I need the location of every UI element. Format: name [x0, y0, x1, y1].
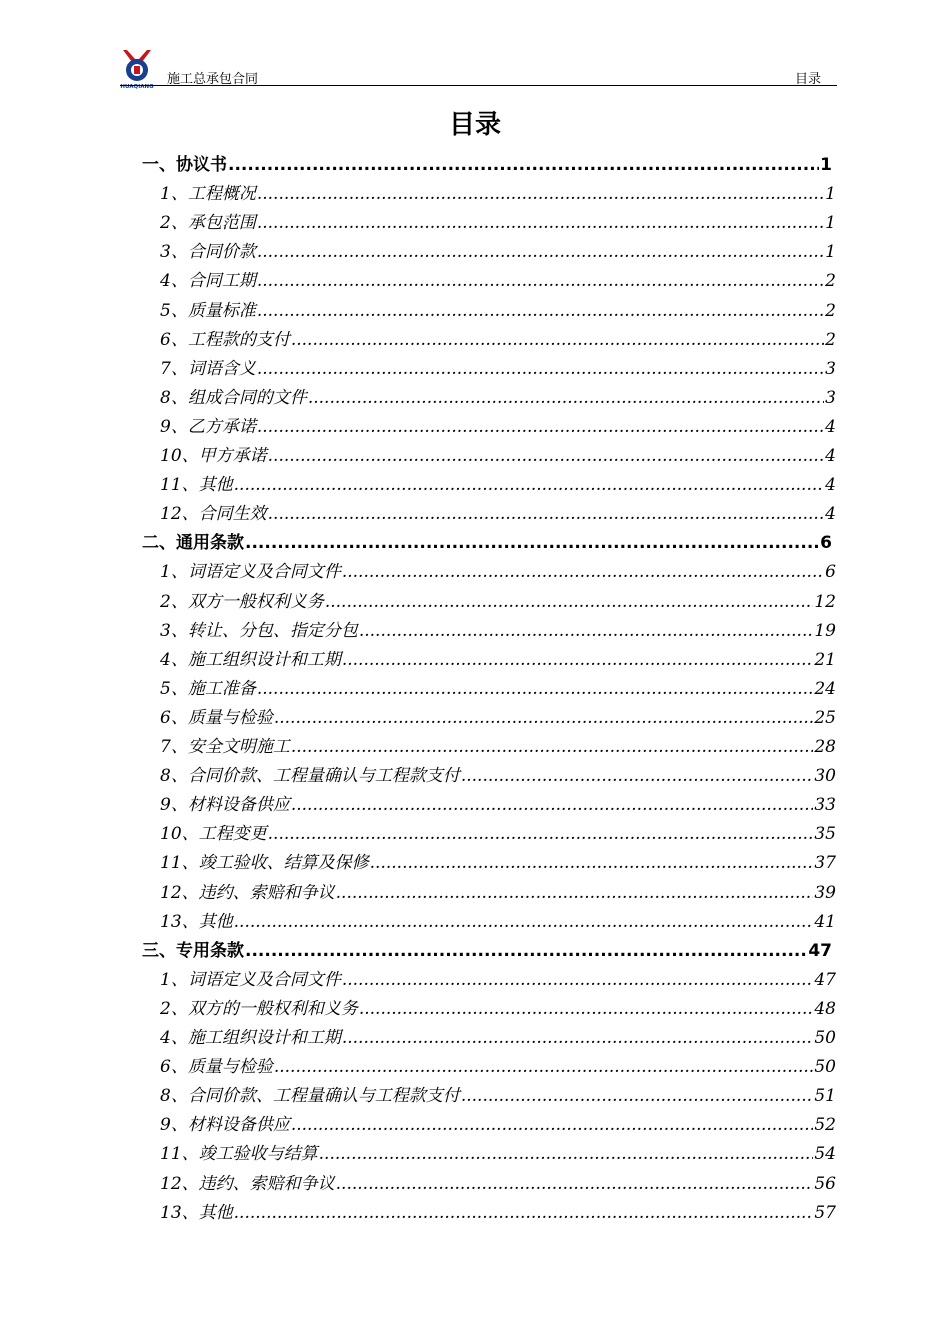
toc-leader-dots — [291, 1115, 814, 1135]
toc-entry-label: 2、双方一般权利义务 — [160, 591, 324, 612]
toc-entry-label: 9、乙方承诺 — [160, 416, 256, 437]
toc-entry-label: 12、合同生效 — [160, 504, 267, 525]
toc-page-number: 24 — [814, 678, 836, 699]
toc-page-number: 39 — [814, 882, 836, 903]
toc-entry-label: 3、合同价款 — [160, 242, 256, 263]
toc-item-entry[interactable] — [160, 878, 836, 903]
toc-entry-label: 13、其他 — [160, 1202, 233, 1223]
toc-item-entry[interactable] — [160, 1110, 836, 1135]
toc-leader-dots — [268, 446, 825, 466]
toc-entry-label: 二、通用条款 — [142, 533, 244, 554]
toc-item-entry[interactable] — [160, 1198, 836, 1223]
toc-page-number: 1 — [820, 155, 832, 175]
toc-page-number: 4 — [825, 416, 836, 437]
toc-entry-label: 5、施工准备 — [160, 678, 256, 699]
toc-entry-label: 11、其他 — [160, 475, 233, 496]
toc-page-number: 6 — [820, 533, 832, 554]
toc-page-number: 28 — [814, 737, 836, 757]
toc-leader-dots — [336, 1174, 814, 1194]
toc-page-number: 3 — [825, 387, 836, 408]
toc-section-entry[interactable] — [142, 528, 832, 553]
toc-item-entry[interactable] — [160, 499, 836, 524]
toc-leader-dots — [234, 1203, 814, 1223]
toc-entry-label: 4、合同工期 — [160, 271, 256, 292]
toc-item-entry[interactable] — [160, 266, 836, 291]
toc-page-number: 51 — [814, 1086, 836, 1107]
toc-section-entry[interactable] — [142, 936, 832, 961]
toc-entry-label: 4、施工组织设计和工期 — [160, 649, 341, 670]
toc-leader-dots — [291, 795, 814, 815]
toc-entry-label: 7、安全文明施工 — [160, 737, 290, 757]
toc-item-entry[interactable] — [160, 994, 836, 1019]
toc-item-entry[interactable] — [160, 208, 836, 233]
toc-leader-dots — [257, 359, 824, 379]
toc-item-entry[interactable] — [160, 703, 836, 728]
toc-item-entry[interactable] — [160, 819, 836, 844]
toc-page-number: 1 — [825, 242, 836, 263]
toc-entry-label: 7、词语含义 — [160, 358, 256, 379]
toc-item-entry[interactable] — [160, 848, 836, 873]
toc-page-number: 4 — [825, 475, 836, 496]
toc-leader-dots — [257, 184, 824, 204]
toc-leader-dots — [245, 941, 807, 961]
toc-leader-dots — [257, 242, 824, 262]
toc-leader-dots — [325, 592, 814, 612]
toc-page-number: 50 — [814, 1028, 836, 1048]
toc-leader-dots — [336, 883, 814, 903]
toc-item-entry[interactable] — [160, 1052, 836, 1077]
toc-leader-dots — [359, 999, 814, 1019]
toc-leader-dots — [342, 562, 824, 582]
toc-leader-dots — [291, 330, 824, 350]
toc-entry-label: 1、词语定义及合同文件 — [160, 562, 341, 583]
toc-page-number: 2 — [825, 300, 836, 321]
toc-entry-label: 5、质量标准 — [160, 300, 256, 321]
toc-page-number: 2 — [825, 329, 836, 350]
logo-text: HUAQIANG — [120, 84, 154, 90]
toc-page-number: 3 — [825, 358, 836, 379]
toc-leader-dots — [234, 475, 825, 495]
toc-item-entry[interactable] — [160, 557, 836, 582]
toc-item-entry[interactable] — [160, 1139, 836, 1164]
toc-leader-dots — [319, 1144, 814, 1164]
toc-entry-label: 三、专用条款 — [142, 940, 244, 961]
toc-entry-label: 9、材料设备供应 — [160, 1115, 290, 1136]
toc-leader-dots — [359, 621, 814, 641]
toc-page-number: 37 — [814, 853, 836, 874]
toc-leader-dots — [342, 970, 814, 990]
toc-leader-dots — [274, 708, 814, 728]
toc-item-entry[interactable] — [160, 354, 836, 379]
toc-page-number: 54 — [814, 1144, 836, 1165]
page-title: 目录 — [448, 110, 501, 140]
toc-page-number: 41 — [814, 911, 836, 932]
toc-page-number: 12 — [814, 591, 836, 612]
toc-page-number: 50 — [814, 1057, 836, 1078]
toc-item-entry[interactable] — [160, 237, 836, 262]
toc-item-entry[interactable] — [160, 761, 836, 786]
toc-item-entry[interactable] — [160, 645, 836, 670]
toc-entry-label: 8、合同价款、工程量确认与工程款支付 — [160, 1086, 460, 1107]
toc-leader-dots — [461, 1086, 814, 1106]
toc-item-entry[interactable] — [160, 587, 836, 612]
toc-item-entry[interactable] — [160, 732, 836, 757]
toc-page-number: 57 — [814, 1202, 836, 1223]
toc-entry-label: 6、质量与检验 — [160, 707, 273, 728]
toc-leader-dots — [342, 1028, 814, 1048]
toc-entry-label: 11、竣工验收、结算及保修 — [160, 853, 369, 874]
toc-item-entry[interactable] — [160, 441, 836, 466]
toc-entry-label: 8、合同价款、工程量确认与工程款支付 — [160, 766, 460, 787]
toc-page-number: 1 — [825, 184, 836, 205]
toc-entry-label: 6、质量与检验 — [160, 1057, 273, 1078]
toc-item-entry[interactable] — [160, 674, 836, 699]
toc-page-number: 47 — [808, 940, 832, 961]
toc-entry-label: 12、违约、索赔和争议 — [160, 882, 335, 903]
toc-leader-dots — [257, 417, 824, 437]
toc-page-number: 21 — [814, 649, 836, 670]
toc-leader-dots — [268, 504, 825, 524]
toc-leader-dots — [257, 679, 814, 699]
toc-item-entry[interactable] — [160, 616, 836, 641]
toc-page-number: 56 — [814, 1173, 836, 1194]
toc-entry-label: 2、承包范围 — [160, 213, 256, 234]
toc-entry-label: 2、双方的一般权利和义务 — [160, 998, 358, 1019]
toc-page-number: 48 — [814, 998, 836, 1019]
toc-page-number: 1 — [825, 213, 836, 234]
toc-leader-dots — [234, 912, 814, 932]
toc-leader-dots — [291, 737, 814, 757]
toc-entry-label: 11、竣工验收与结算 — [160, 1144, 318, 1165]
toc-page-number: 2 — [825, 271, 836, 292]
toc-item-entry[interactable] — [160, 470, 836, 495]
toc-section-entry[interactable] — [142, 150, 832, 175]
toc-entry-label: 9、材料设备供应 — [160, 795, 290, 816]
toc-leader-dots — [308, 388, 824, 408]
toc-entry-label: 一、协议书 — [142, 155, 227, 175]
toc-item-entry[interactable] — [160, 325, 836, 350]
toc-entry-label: 3、转让、分包、指定分包 — [160, 620, 358, 641]
toc-entry-label: 8、组成合同的文件 — [160, 387, 307, 408]
toc-leader-dots — [342, 650, 814, 670]
toc-page-number: 30 — [814, 766, 836, 787]
toc-page-number: 4 — [825, 504, 836, 525]
toc-leader-dots — [228, 155, 819, 175]
toc-item-entry[interactable] — [160, 412, 836, 437]
toc-page-number: 52 — [814, 1115, 836, 1136]
toc-item-entry[interactable] — [160, 1169, 836, 1194]
toc-page-number: 6 — [825, 562, 836, 583]
toc-page-number: 35 — [814, 824, 836, 845]
toc-leader-dots — [257, 213, 824, 233]
toc-entry-label: 12、违约、索赔和争议 — [160, 1173, 335, 1194]
toc-leader-dots — [257, 271, 824, 291]
toc-page-number: 25 — [814, 707, 836, 728]
toc-entry-label: 10、工程变更 — [160, 824, 267, 845]
toc-item-entry[interactable] — [160, 1081, 836, 1106]
toc-leader-dots — [268, 824, 814, 844]
toc-page-number: 33 — [814, 795, 836, 816]
toc-item-entry[interactable] — [160, 790, 836, 815]
toc-leader-dots — [370, 853, 814, 873]
toc-entry-label: 1、词语定义及合同文件 — [160, 969, 341, 990]
toc-item-entry[interactable] — [160, 965, 836, 990]
toc-leader-dots — [274, 1057, 814, 1077]
toc-leader-dots — [461, 766, 814, 786]
toc-leader-dots — [245, 533, 819, 553]
toc-item-entry[interactable] — [160, 907, 836, 932]
toc-item-entry[interactable] — [160, 296, 836, 321]
toc-entry-label: 6、工程款的支付 — [160, 329, 290, 350]
toc-page-number: 19 — [814, 620, 836, 641]
header-document-name: 施工总承包合同 — [167, 72, 259, 87]
toc-item-entry[interactable] — [160, 179, 836, 204]
toc-page-number: 47 — [814, 969, 836, 990]
toc-page-number: 4 — [825, 446, 836, 466]
toc-item-entry[interactable] — [160, 383, 836, 408]
header-section-name: 目录 — [794, 72, 821, 87]
toc-entry-label: 1、工程概况 — [160, 184, 256, 205]
toc-item-entry[interactable] — [160, 1023, 836, 1048]
toc-entry-label: 4、施工组织设计和工期 — [160, 1028, 341, 1048]
toc-leader-dots — [257, 301, 824, 321]
toc-entry-label: 13、其他 — [160, 911, 233, 932]
toc-entry-label: 10、甲方承诺 — [160, 446, 267, 466]
